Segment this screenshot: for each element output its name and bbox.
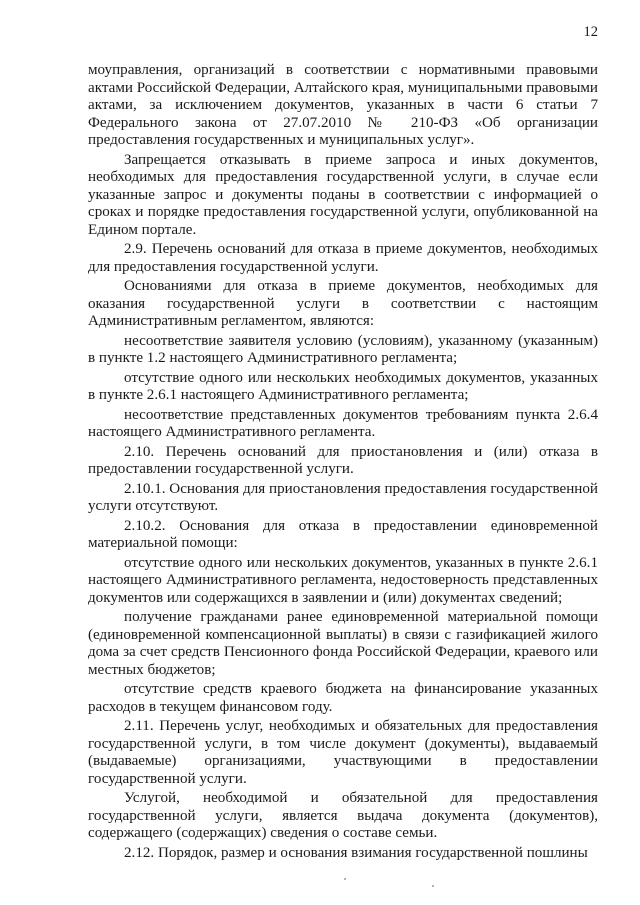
paragraph: 2.10. Перечень оснований для приостановления и (или) отказа в предоставлении государственной услуги. [88, 443, 598, 477]
page-number: 12 [583, 24, 598, 40]
paragraph: моуправления, организаций в соответствии с нормативными правовыми актами Российской Федерации, Алтайского края, муниципальными правовыми актами, за исключением документов, указанных в части 6 статьи 7 Федерального закона от 27.07.2010 № 210-ФЗ «Об организации предоставления государственных и муниципальных услуг». [88, 62, 598, 148]
scan-speck [432, 885, 434, 887]
scan-speck [344, 878, 346, 880]
paragraph: получение гражданами ранее единовременной материальной помощи (единовременной компенсационной выплаты) в связи с газификацией жилого дома за счет средств Пенсионного фонда Российской Федерации, краевого или местных бюджетов; [88, 609, 598, 678]
paragraph: Услугой, необходимой и обязательной для предоставления государственной услуги, является выдача документа (документов), содержащего (содержащих) сведения о составе семьи. [88, 790, 598, 841]
paragraph: несоответствие представленных документов требованиям пункта 2.6.4 настоящего Административного регламента. [88, 406, 598, 440]
document-body [88, 62, 598, 864]
paragraph: несоответствие заявителя условию (условиям), указанному (указанным) в пункте 1.2 настоящего Административного регламента; [88, 332, 598, 366]
paragraph: Основаниями для отказа в приеме документов, необходимых для оказания государственной услуги в соответствии с настоящим Административным регламентом, являются: [88, 278, 598, 329]
paragraph: отсутствие одного или нескольких необходимых документов, указанных в пункте 2.6.1 настоящего Административного регламента; [88, 369, 598, 403]
paragraph: 2.12. Порядок, размер и основания взимания государственной пошлины [124, 844, 588, 861]
paragraph: 2.10.1. Основания для приостановления предоставления государственной услуги отсутствуют. [88, 480, 598, 514]
paragraph: отсутствие средств краевого бюджета на финансирование указанных расходов в текущем финансовом году. [88, 681, 598, 715]
paragraph: 2.10.2. Основания для отказа в предоставлении единовременной материальной помощи: [88, 517, 598, 551]
paragraph: Запрещается отказывать в приеме запроса и иных документов, необходимых для предоставления государственной услуги, в случае если указанные запрос и документы поданы в соответствии с информацией о сроках и порядке предоставления государственной услуги, опубликованной на Едином портале. [88, 151, 598, 238]
paragraph: 2.9. Перечень оснований для отказа в приеме документов, необходимых для предоставления государственной услуги. [88, 241, 598, 275]
paragraph: отсутствие одного или нескольких документов, указанных в пункте 2.6.1 настоящего Административного регламента, недостоверность представленных документов или содержащихся в заявлении и (или) документах сведений; [88, 554, 598, 606]
paragraph: 2.11. Перечень услуг, необходимых и обязательных для предоставления государственной услуги, в том числе документ (документы), выдаваемый (выдаваемые) организациями, участвующими в предоставлении государственной услуги. [88, 718, 598, 787]
